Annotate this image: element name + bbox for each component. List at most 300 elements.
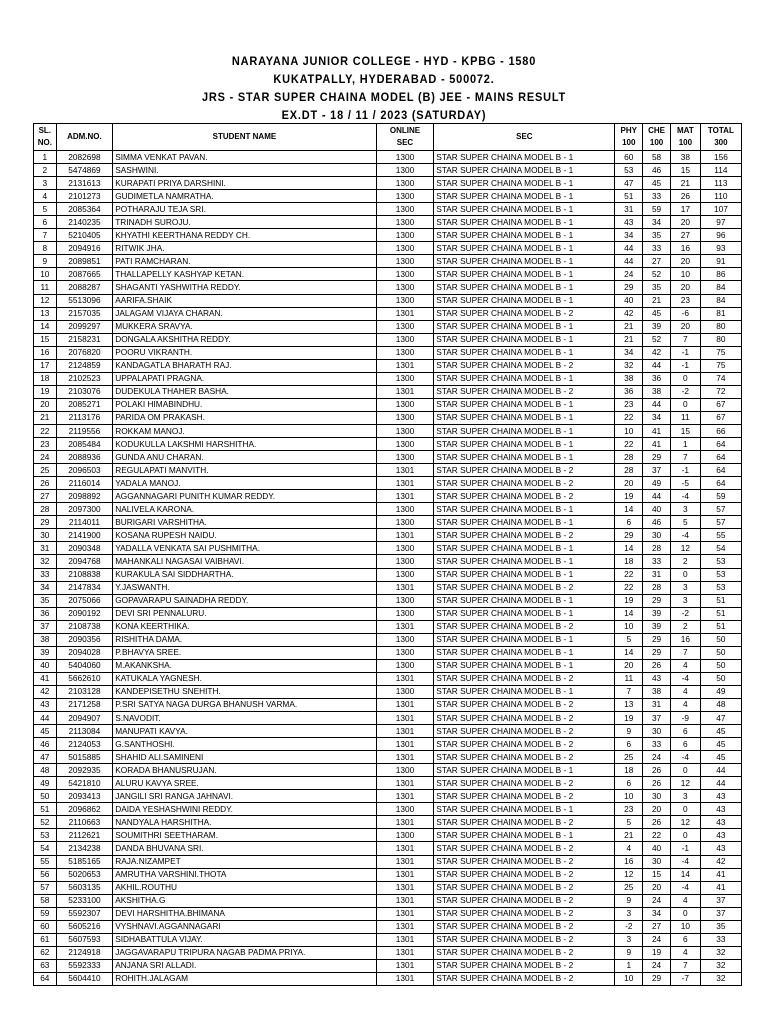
adm-no-cell: 2090356 [56, 633, 113, 646]
phy-cell: 12 [615, 868, 643, 881]
adm-no-cell: 2119556 [56, 424, 113, 437]
mat-cell: 0 [670, 803, 700, 816]
student-name-cell: GOPAVARAPU SAINADHA REDDY. [113, 594, 376, 607]
che-cell: 24 [643, 933, 671, 946]
adm-no-cell: 2094028 [56, 646, 113, 659]
student-name-cell: DONGALA AKSHITHA REDDY. [113, 333, 376, 346]
phy-cell: 18 [615, 764, 643, 777]
che-cell: 34 [643, 907, 671, 920]
total-cell: 49 [700, 685, 741, 698]
student-name-cell: JAGGAVARAPU TRIPURA NAGAB PADMA PRIYA. [113, 946, 376, 959]
adm-no-cell: 2099297 [56, 320, 113, 333]
total-cell: 50 [700, 633, 741, 646]
sec-cell: STAR SUPER CHAINA MODEL B - 2 [434, 972, 615, 985]
exam-date: EX.DT - 18 / 11 / 2023 (SATURDAY) [281, 108, 487, 122]
sl-no-cell: 38 [34, 633, 57, 646]
sec-cell: STAR SUPER CHAINA MODEL B - 1 [434, 424, 615, 437]
adm-no-cell: 2140235 [56, 216, 113, 229]
online-sec-cell: 1301 [376, 307, 434, 320]
online-sec-cell: 1300 [376, 424, 434, 437]
mat-cell: 4 [670, 685, 700, 698]
phy-cell: 34 [615, 229, 643, 242]
sec-cell: STAR SUPER CHAINA MODEL B - 2 [434, 816, 615, 829]
online-sec-cell: 1301 [376, 738, 434, 751]
sec-cell: STAR SUPER CHAINA MODEL B - 2 [434, 712, 615, 725]
phy-cell: 53 [615, 164, 643, 177]
che-cell: 36 [643, 372, 671, 385]
sl-no-cell: 64 [34, 972, 57, 985]
student-name-cell: KURAPATI PRIYA DARSHINI. [113, 177, 376, 190]
table-row [34, 855, 742, 868]
sec-cell: STAR SUPER CHAINA MODEL B - 2 [434, 751, 615, 764]
mat-cell: 2 [670, 620, 700, 633]
mat-cell: 27 [670, 229, 700, 242]
student-name-cell: YADALA MANOJ. [113, 477, 376, 490]
phy-cell: 11 [615, 672, 643, 685]
mat-cell: -4 [670, 529, 700, 542]
adm-no-cell: 5404060 [56, 659, 113, 672]
total-cell: 50 [700, 659, 741, 672]
che-cell: 35 [643, 281, 671, 294]
online-sec-cell: 1301 [376, 385, 434, 398]
adm-no-cell: 5607593 [56, 933, 113, 946]
student-name-cell: KANDAGATLA BHARATH RAJ. [113, 359, 376, 372]
online-sec-cell: 1300 [376, 216, 434, 229]
mat-cell: 6 [670, 725, 700, 738]
table-row [34, 242, 742, 255]
online-sec-cell: 1300 [376, 268, 434, 281]
mat-cell: 3 [670, 581, 700, 594]
sec-cell: STAR SUPER CHAINA MODEL B - 1 [434, 555, 615, 568]
online-sec-cell: 1301 [376, 490, 434, 503]
total-cell: 64 [700, 464, 741, 477]
online-sec-cell: 1300 [376, 203, 434, 216]
total-cell: 32 [700, 959, 741, 972]
table-row [34, 503, 742, 516]
table-row [34, 790, 742, 803]
student-name-cell: AKHIL.ROUTHU [113, 881, 376, 894]
sec-cell: STAR SUPER CHAINA MODEL B - 1 [434, 333, 615, 346]
sec-cell: STAR SUPER CHAINA MODEL B - 1 [434, 659, 615, 672]
student-name-cell: JALAGAM VIJAYA CHARAN. [113, 307, 376, 320]
adm-no-cell: 5603135 [56, 881, 113, 894]
mat-cell: 26 [670, 190, 700, 203]
table-row [34, 933, 742, 946]
sl-no-cell: 25 [34, 464, 57, 477]
mat-cell: 2 [670, 555, 700, 568]
adm-no-cell: 5662610 [56, 672, 113, 685]
table-row [34, 477, 742, 490]
sl-no-cell: 15 [34, 333, 57, 346]
table-row [34, 646, 742, 659]
total-cell: 37 [700, 907, 741, 920]
student-name-cell: SIMMA VENKAT PAVAN. [113, 151, 376, 164]
phy-cell: 44 [615, 242, 643, 255]
adm-no-cell: 2093413 [56, 790, 113, 803]
online-sec-cell: 1300 [376, 542, 434, 555]
online-sec-cell: 1301 [376, 777, 434, 790]
che-cell: 46 [643, 164, 671, 177]
col-sl-no: SL. NO. [34, 124, 57, 151]
che-cell: 49 [643, 477, 671, 490]
table-row [34, 190, 742, 203]
student-name-cell: ALURU KAVYA SREE. [113, 777, 376, 790]
sl-no-cell: 57 [34, 881, 57, 894]
student-name-cell: KATUKALA YAGNESH. [113, 672, 376, 685]
sl-no-cell: 14 [34, 320, 57, 333]
mat-cell: 20 [670, 216, 700, 229]
adm-no-cell: 2158231 [56, 333, 113, 346]
student-name-cell: DUDEKULA THAHER BASHA. [113, 385, 376, 398]
mat-cell: 3 [670, 503, 700, 516]
mat-cell: 16 [670, 242, 700, 255]
online-sec-cell: 1301 [376, 907, 434, 920]
sec-cell: STAR SUPER CHAINA MODEL B - 1 [434, 516, 615, 529]
sl-no-cell: 37 [34, 620, 57, 633]
phy-cell: 23 [615, 803, 643, 816]
table-row [34, 255, 742, 268]
adm-no-cell: 2096503 [56, 464, 113, 477]
adm-no-cell: 2092935 [56, 764, 113, 777]
student-name-cell: GUNDA ANU CHARAN. [113, 451, 376, 464]
table-row [34, 398, 742, 411]
che-cell: 34 [643, 216, 671, 229]
sec-cell: STAR SUPER CHAINA MODEL B - 2 [434, 894, 615, 907]
adm-no-cell: 2096862 [56, 803, 113, 816]
mat-cell: 12 [670, 777, 700, 790]
table-row [34, 685, 742, 698]
table-body [34, 151, 742, 986]
phy-cell: 20 [615, 659, 643, 672]
sl-no-cell: 43 [34, 698, 57, 711]
che-cell: 24 [643, 751, 671, 764]
mat-cell: -1 [670, 346, 700, 359]
student-name-cell: ANJANA SRI ALLADI. [113, 959, 376, 972]
phy-cell: 1 [615, 959, 643, 972]
che-cell: 44 [643, 398, 671, 411]
total-cell: 45 [700, 725, 741, 738]
adm-no-cell: 2082698 [56, 151, 113, 164]
che-cell: 41 [643, 424, 671, 437]
mat-cell: 11 [670, 411, 700, 424]
student-name-cell: KORADA BHANUSRUJAN. [113, 764, 376, 777]
adm-no-cell: 2090348 [56, 542, 113, 555]
mat-cell: 0 [670, 764, 700, 777]
sec-cell: STAR SUPER CHAINA MODEL B - 1 [434, 164, 615, 177]
total-cell: 43 [700, 829, 741, 842]
student-name-cell: NANDYALA HARSHITHA. [113, 816, 376, 829]
mat-cell: -1 [670, 842, 700, 855]
mat-cell: 16 [670, 633, 700, 646]
adm-no-cell: 2124918 [56, 946, 113, 959]
sl-no-cell: 24 [34, 451, 57, 464]
table-row [34, 177, 742, 190]
total-cell: 66 [700, 424, 741, 437]
che-cell: 26 [643, 777, 671, 790]
sec-cell: STAR SUPER CHAINA MODEL B - 2 [434, 738, 615, 751]
table-row [34, 307, 742, 320]
online-sec-cell: 1300 [376, 177, 434, 190]
total-cell: 44 [700, 764, 741, 777]
online-sec-cell: 1300 [376, 803, 434, 816]
sl-no-cell: 56 [34, 868, 57, 881]
sec-cell: STAR SUPER CHAINA MODEL B - 2 [434, 959, 615, 972]
student-name-cell: RITWIK JHA. [113, 242, 376, 255]
mat-cell: -6 [670, 307, 700, 320]
table-row [34, 712, 742, 725]
online-sec-cell: 1300 [376, 411, 434, 424]
adm-no-cell: 2131613 [56, 177, 113, 190]
online-sec-cell: 1300 [376, 633, 434, 646]
student-name-cell: SHAHID ALI.SAMINENI [113, 751, 376, 764]
adm-no-cell: 2157035 [56, 307, 113, 320]
student-name-cell: Y.JASWANTH. [113, 581, 376, 594]
mat-cell: 3 [670, 790, 700, 803]
total-cell: 42 [700, 855, 741, 868]
phy-cell: 10 [615, 620, 643, 633]
phy-cell: 22 [615, 411, 643, 424]
che-cell: 33 [643, 190, 671, 203]
sl-no-cell: 11 [34, 281, 57, 294]
student-name-cell: VYSHNAVI.AGGANNAGARI [113, 920, 376, 933]
che-cell: 28 [643, 581, 671, 594]
mat-cell: 3 [670, 594, 700, 607]
adm-no-cell: 2089851 [56, 255, 113, 268]
mat-cell: 17 [670, 203, 700, 216]
phy-cell: 60 [615, 151, 643, 164]
online-sec-cell: 1301 [376, 972, 434, 985]
online-sec-cell: 1300 [376, 229, 434, 242]
total-cell: 35 [700, 920, 741, 933]
mat-cell: 12 [670, 542, 700, 555]
sl-no-cell: 23 [34, 438, 57, 451]
sec-cell: STAR SUPER CHAINA MODEL B - 1 [434, 190, 615, 203]
sl-no-cell: 4 [34, 190, 57, 203]
adm-no-cell: 5210405 [56, 229, 113, 242]
adm-no-cell: 2116014 [56, 477, 113, 490]
che-cell: 37 [643, 464, 671, 477]
total-cell: 64 [700, 438, 741, 451]
mat-cell: 20 [670, 320, 700, 333]
sl-no-cell: 20 [34, 398, 57, 411]
online-sec-cell: 1300 [376, 516, 434, 529]
table-row [34, 633, 742, 646]
sec-cell: STAR SUPER CHAINA MODEL B - 1 [434, 151, 615, 164]
phy-cell: 22 [615, 581, 643, 594]
phy-cell: 9 [615, 725, 643, 738]
online-sec-cell: 1300 [376, 607, 434, 620]
online-sec-cell: 1301 [376, 672, 434, 685]
che-cell: 44 [643, 490, 671, 503]
mat-cell: 14 [670, 868, 700, 881]
mat-cell: -5 [670, 477, 700, 490]
online-sec-cell: 1300 [376, 346, 434, 359]
mat-cell: 38 [670, 151, 700, 164]
phy-cell: 4 [615, 842, 643, 855]
online-sec-cell: 1300 [376, 372, 434, 385]
col-mat: MAT 100 [670, 124, 700, 151]
adm-no-cell: 5233100 [56, 894, 113, 907]
che-cell: 40 [643, 842, 671, 855]
che-cell: 20 [643, 881, 671, 894]
table-row [34, 372, 742, 385]
sl-no-cell: 28 [34, 503, 57, 516]
online-sec-cell: 1300 [376, 503, 434, 516]
che-cell: 31 [643, 698, 671, 711]
sec-cell: STAR SUPER CHAINA MODEL B - 1 [434, 216, 615, 229]
sec-cell: STAR SUPER CHAINA MODEL B - 2 [434, 725, 615, 738]
table-row [34, 959, 742, 972]
student-name-cell: KOSANA RUPESH NAIDU. [113, 529, 376, 542]
table-row [34, 777, 742, 790]
online-sec-cell: 1301 [376, 933, 434, 946]
che-cell: 26 [643, 764, 671, 777]
mat-cell: 0 [670, 829, 700, 842]
che-cell: 45 [643, 177, 671, 190]
total-cell: 32 [700, 946, 741, 959]
total-cell: 96 [700, 229, 741, 242]
phy-cell: 22 [615, 568, 643, 581]
sl-no-cell: 51 [34, 803, 57, 816]
table-row [34, 164, 742, 177]
sec-cell: STAR SUPER CHAINA MODEL B - 2 [434, 868, 615, 881]
phy-cell: 7 [615, 685, 643, 698]
online-sec-cell: 1301 [376, 712, 434, 725]
phy-cell: 40 [615, 294, 643, 307]
student-name-cell: KHYATHI KEERTHANA REDDY CH. [113, 229, 376, 242]
online-sec-cell: 1301 [376, 881, 434, 894]
sl-no-cell: 41 [34, 672, 57, 685]
total-cell: 72 [700, 385, 741, 398]
mat-cell: 7 [670, 451, 700, 464]
sec-cell: STAR SUPER CHAINA MODEL B - 1 [434, 594, 615, 607]
sec-cell: STAR SUPER CHAINA MODEL B - 2 [434, 359, 615, 372]
total-cell: 50 [700, 646, 741, 659]
online-sec-cell: 1300 [376, 242, 434, 255]
total-cell: 74 [700, 372, 741, 385]
student-name-cell: SASHWINI. [113, 164, 376, 177]
sec-cell: STAR SUPER CHAINA MODEL B - 1 [434, 268, 615, 281]
sec-cell: STAR SUPER CHAINA MODEL B - 1 [434, 646, 615, 659]
che-cell: 34 [643, 411, 671, 424]
mat-cell: 20 [670, 281, 700, 294]
phy-cell: 23 [615, 398, 643, 411]
che-cell: 19 [643, 946, 671, 959]
che-cell: 52 [643, 268, 671, 281]
total-cell: 86 [700, 268, 741, 281]
mat-cell: -2 [670, 385, 700, 398]
total-cell: 32 [700, 972, 741, 985]
sec-cell: STAR SUPER CHAINA MODEL B - 1 [434, 633, 615, 646]
student-name-cell: ROHITH.JALAGAM [113, 972, 376, 985]
phy-cell: -2 [615, 920, 643, 933]
online-sec-cell: 1300 [376, 164, 434, 177]
online-sec-cell: 1300 [376, 281, 434, 294]
adm-no-cell: 2171258 [56, 698, 113, 711]
table-row [34, 607, 742, 620]
sec-cell: STAR SUPER CHAINA MODEL B - 2 [434, 933, 615, 946]
sec-cell: STAR SUPER CHAINA MODEL B - 1 [434, 320, 615, 333]
adm-no-cell: 2085484 [56, 438, 113, 451]
total-cell: 50 [700, 672, 741, 685]
online-sec-cell: 1301 [376, 842, 434, 855]
mat-cell: 6 [670, 738, 700, 751]
table-row [34, 907, 742, 920]
total-cell: 107 [700, 203, 741, 216]
student-name-cell: MAHANKALI NAGASAI VAIBHAVI. [113, 555, 376, 568]
student-name-cell: SOUMITHRI SEETHARAM. [113, 829, 376, 842]
total-cell: 84 [700, 294, 741, 307]
college-name: NARAYANA JUNIOR COLLEGE - HYD - KPBG - 1580 [231, 54, 537, 68]
mat-cell: -4 [670, 881, 700, 894]
student-name-cell: AGGANNAGARI PUNITH KUMAR REDDY. [113, 490, 376, 503]
sl-no-cell: 46 [34, 738, 57, 751]
total-cell: 43 [700, 790, 741, 803]
table-row [34, 294, 742, 307]
sl-no-cell: 22 [34, 424, 57, 437]
sec-cell: STAR SUPER CHAINA MODEL B - 2 [434, 529, 615, 542]
mat-cell: 4 [670, 659, 700, 672]
phy-cell: 19 [615, 490, 643, 503]
total-cell: 51 [700, 620, 741, 633]
adm-no-cell: 2085364 [56, 203, 113, 216]
che-cell: 30 [643, 725, 671, 738]
che-cell: 39 [643, 320, 671, 333]
phy-cell: 19 [615, 712, 643, 725]
sec-cell: STAR SUPER CHAINA MODEL B - 1 [434, 438, 615, 451]
table-row [34, 320, 742, 333]
total-cell: 53 [700, 568, 741, 581]
total-cell: 80 [700, 320, 741, 333]
che-cell: 33 [643, 242, 671, 255]
che-cell: 33 [643, 738, 671, 751]
sl-no-cell: 31 [34, 542, 57, 555]
sl-no-cell: 33 [34, 568, 57, 581]
student-name-cell: GUDIMETLA NAMRATHA. [113, 190, 376, 203]
document-header [0, 52, 768, 124]
sec-cell: STAR SUPER CHAINA MODEL B - 2 [434, 842, 615, 855]
adm-no-cell: 2114011 [56, 516, 113, 529]
phy-cell: 28 [615, 451, 643, 464]
che-cell: 24 [643, 894, 671, 907]
sl-no-cell: 29 [34, 516, 57, 529]
total-cell: 67 [700, 411, 741, 424]
adm-no-cell: 2098892 [56, 490, 113, 503]
online-sec-cell: 1301 [376, 855, 434, 868]
sl-no-cell: 55 [34, 855, 57, 868]
student-name-cell: KODUKULLA LAKSHMI HARSHITHA. [113, 438, 376, 451]
adm-no-cell: 5015885 [56, 751, 113, 764]
sec-cell: STAR SUPER CHAINA MODEL B - 1 [434, 346, 615, 359]
sl-no-cell: 2 [34, 164, 57, 177]
student-name-cell: THALLAPELLY KASHYAP KETAN. [113, 268, 376, 281]
phy-cell: 5 [615, 816, 643, 829]
online-sec-cell: 1301 [376, 725, 434, 738]
table-row [34, 229, 742, 242]
online-sec-cell: 1301 [376, 464, 434, 477]
mat-cell: 0 [670, 568, 700, 581]
che-cell: 26 [643, 816, 671, 829]
mat-cell: 0 [670, 398, 700, 411]
mat-cell: -9 [670, 712, 700, 725]
che-cell: 52 [643, 333, 671, 346]
student-name-cell: AARIFA.SHAIK [113, 294, 376, 307]
table-row [34, 216, 742, 229]
exam-title: JRS - STAR SUPER CHAINA MODEL (B) JEE - MAINS RESULT [201, 90, 567, 104]
adm-no-cell: 2075066 [56, 594, 113, 607]
student-name-cell: G.SANTHOSHI. [113, 738, 376, 751]
total-cell: 41 [700, 868, 741, 881]
